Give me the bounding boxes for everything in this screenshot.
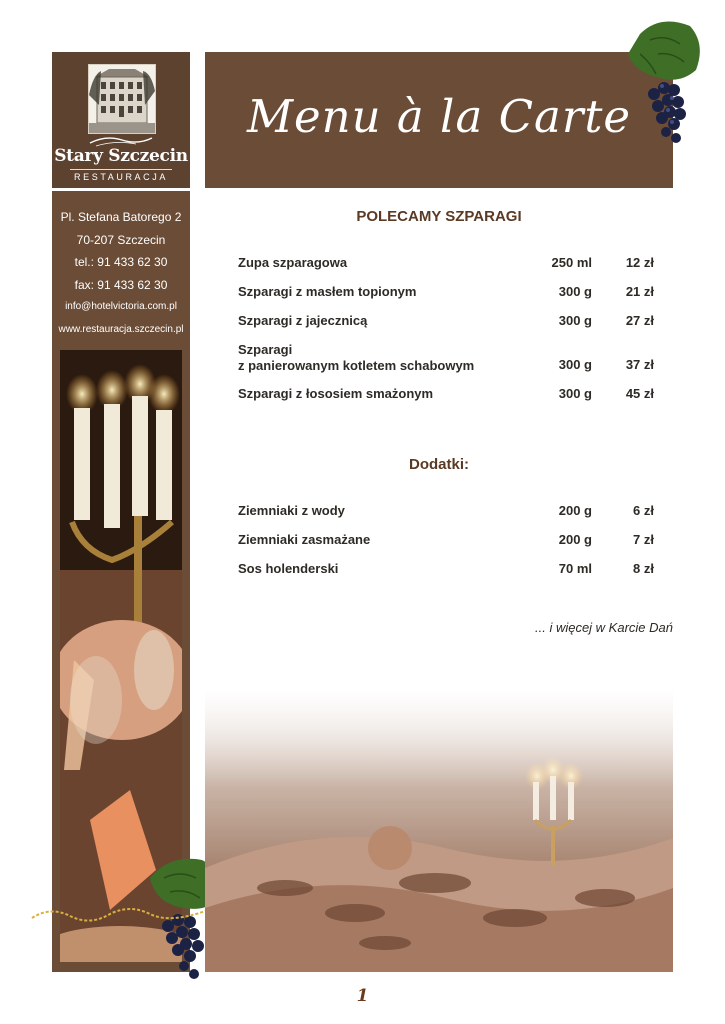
menu-item-price: 45 zł <box>625 386 654 401</box>
website-address: www.restauracja.szczecin.pl <box>58 323 184 335</box>
menu-item-price: 12 zł <box>625 255 654 270</box>
menu-item-name: Szparagi z łososiem smażonym <box>238 386 434 401</box>
section-title-side-dishes: Dodatki: <box>409 456 469 473</box>
menu-item-name: Szparagi z masłem topionym <box>238 284 417 299</box>
email-address: info@hotelvictoria.com.pl <box>65 301 177 312</box>
menu-item-name: Ziemniaki zasmażane <box>238 532 371 547</box>
menu-item-price: 37 zł <box>625 357 654 372</box>
menu-item-price: 21 zł <box>625 284 654 299</box>
phone-number: tel.: 91 433 62 30 <box>74 255 168 269</box>
menu-item-quantity: 300 g <box>558 313 592 328</box>
menu-item-price: 8 zł <box>633 561 654 576</box>
menu-item-price: 27 zł <box>625 313 654 328</box>
menu-item-price: 7 zł <box>633 532 654 547</box>
more-in-menu-note: ... i więcej w Karcie Dań <box>535 620 673 635</box>
hotel-building-icon <box>88 64 156 134</box>
restaurant-tagline: RESTAURACJA <box>74 172 168 182</box>
menu-item-quantity: 250 ml <box>551 255 592 270</box>
menu-item-quantity: 70 ml <box>558 561 592 576</box>
page-number: 1 <box>356 986 369 1006</box>
menu-item-name: Szparagi z jajecznicą <box>238 313 368 328</box>
golden-ribbon-icon <box>30 900 210 930</box>
menu-item-price: 6 zł <box>633 503 654 518</box>
banquet-table-photo <box>205 688 673 972</box>
menu-item-name-line-2: z panierowanym kotletem schabowym <box>238 358 475 373</box>
logo-divider <box>70 169 172 170</box>
header-banner <box>205 52 673 188</box>
section-title-asparagus: POLECAMY SZPARAGI <box>356 208 522 225</box>
menu-item-quantity: 300 g <box>558 284 592 299</box>
menu-item-name: Zupa szparagowa <box>238 255 348 270</box>
menu-item-name <box>238 342 503 374</box>
sidebar <box>52 52 190 972</box>
menu-item-name: Sos holenderski <box>238 561 339 576</box>
menu-item-name-line-1: Szparagi <box>238 342 293 357</box>
menu-item-quantity: 300 g <box>558 386 592 401</box>
grape-vine-icon <box>610 14 710 154</box>
address-line-2: 70-207 Szczecin <box>76 232 166 247</box>
menu-item-quantity: 200 g <box>558 503 592 518</box>
menu-item-name: Ziemniaki z wody <box>238 503 345 518</box>
restaurant-logo <box>52 52 190 191</box>
menu-item-quantity: 300 g <box>558 357 592 372</box>
fax-number: fax: 91 433 62 30 <box>74 277 168 292</box>
contact-info <box>52 206 190 341</box>
restaurant-name: Stary Szczecin <box>54 146 188 166</box>
menu-item-quantity: 200 g <box>558 532 592 547</box>
page-title: Menu à la Carte <box>246 90 632 143</box>
address-line-1: Pl. Stefana Batorego 2 <box>60 210 182 224</box>
